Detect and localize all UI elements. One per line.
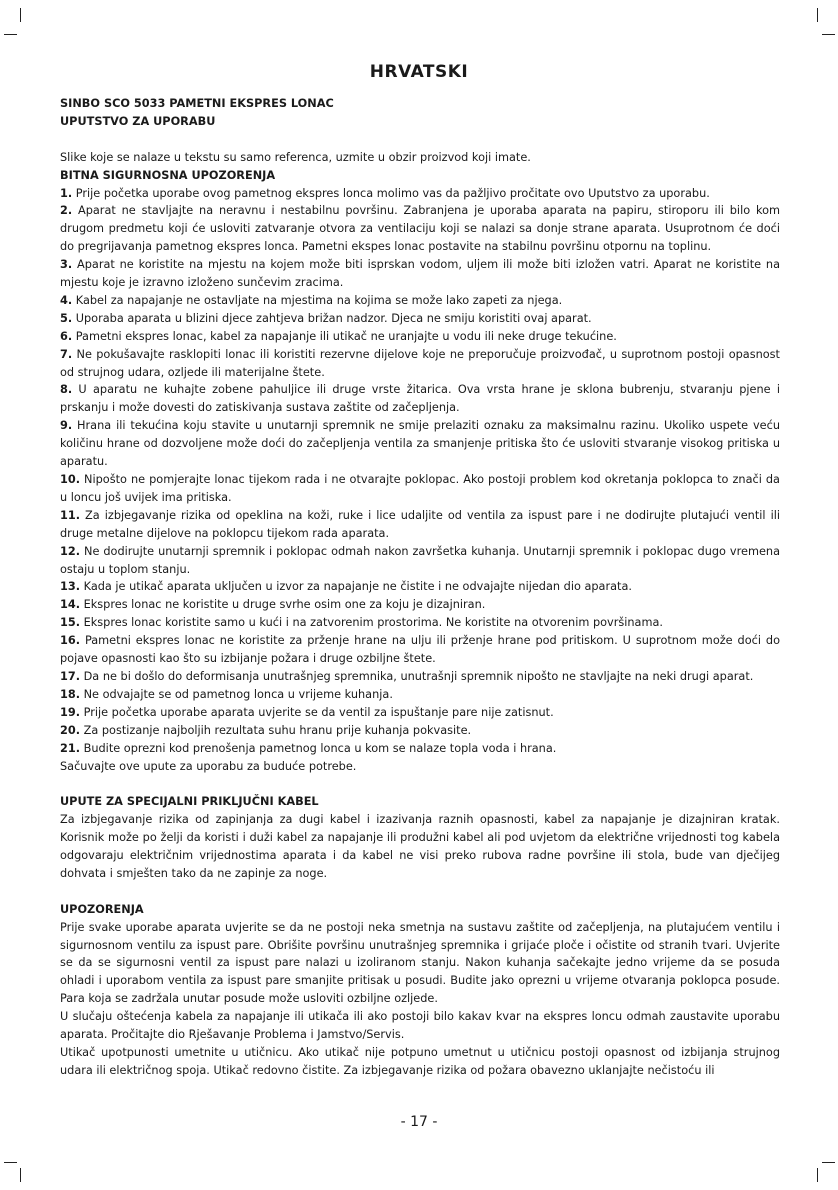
safety-item-text: Kada je utikač aparata uključen u izvor za napajanje ne čistite i ne odvajajte nijedan dio aparata. [80, 580, 632, 594]
safety-item-text: Hrana ili tekućina koju stavite u unutarnji spremnik ne smije prelaziti oznaku za maksimalnu razinu. Ukoliko uspete veću količinu hrane od dozvoljene može doći do začepljenja ventila za smanjenje pritiska što će usloviti stvaranje visokog pritiska u aparatu. [60, 419, 780, 469]
spacer [60, 775, 780, 793]
safety-item-number: 6. [60, 329, 73, 343]
safety-item [60, 614, 780, 632]
safety-item-text: Ekspres lonac ne koristite u druge svrhe osim one za koju je dizajniran. [80, 598, 486, 612]
safety-item [60, 328, 780, 346]
safety-item-text: Budite oprezni kod prenošenja pametnog lonca u kom se nalaze topla voda i hrana. [80, 741, 557, 755]
safety-item [60, 256, 780, 292]
safety-item-text: Ne dodirujte unutarnji spremnik i poklopac odmah nakon završetka kuhanja. Unutarnji spremnik i poklopac dugo vremena ostaju u toplom stanju. [60, 544, 780, 576]
safety-item-text: Ne odvajajte se od pametnog lonca u vrijeme kuhanja. [80, 687, 393, 701]
safety-item [60, 578, 780, 596]
safety-list [60, 185, 780, 758]
safety-heading: BITNA SIGURNOSNA UPOZORENJA [60, 168, 276, 182]
crop-mark [817, 8, 818, 22]
safety-item [60, 740, 780, 758]
crop-mark [20, 8, 21, 22]
page-number: - 17 - [400, 1114, 438, 1130]
manual-heading: UPUTSTVO ZA UPORABU [60, 114, 216, 128]
safety-item [60, 471, 780, 507]
safety-item [60, 346, 780, 382]
safety-item [60, 310, 780, 328]
safety-item-number: 21. [60, 741, 81, 755]
safety-item-number: 18. [60, 687, 81, 701]
safety-item-text: U aparatu ne kuhajte zobene pahuljice ili druge vrste žitarica. Ova vrsta hrane je sklona bubrenju, stvaranju pjene i prskanju i može dovesti do zatiskivanja sustava zaštite od začepljenja. [60, 383, 780, 415]
safety-item [60, 632, 780, 668]
safety-item-text: Nipošto ne pomjerajte lonac tijekom rada i ne otvarajte poklopac. Ako postoji problem kod okretanja poklopca to znači da u loncu još uvijek ima pritiska. [60, 473, 780, 504]
safety-item-number: 12. [60, 544, 81, 558]
spacer [60, 131, 780, 149]
warnings-paragraph: Utikač upotpunosti umetnite u utičnicu. Ako utikač nije potpuno umetnut u utičnicu postoji opasnost od izbijanja strujnog udara ili električnog spoja. Utikač redovno čistite. Za izbjegavanje rizika od požara obavezno uklanjajte nečistoću ili [60, 1045, 780, 1077]
crop-mark [20, 1168, 21, 1182]
safety-item-number: 16. [60, 634, 81, 648]
safety-item-number: 20. [60, 723, 81, 737]
crop-mark [817, 1168, 818, 1182]
warnings-paragraph: Prije svake uporabe aparata uvjerite se da ne postoji neka smetnja na sustavu zaštite od začepljenja, na plutajućem ventilu i sigurnosnom ventilu za ispust pare. Obrišite površinu unutrašnjeg spremnika i grijaće ploče i očistite od stranih tvari. Uvjerite se da se sigurnosni ventil za ispust pare nalazi u izoliranom stanju. Nakon kuhanja sačekajte jedno vrijeme da se posuda ohladi i uporabom ventila za ispust pare smanjite pritisak u posudi. Budite jako oprezni u vrijeme otvaranja poklopca posude. Para koja se zadržala unutar posude može usloviti ozbiljne ozljede. [60, 920, 780, 1006]
safety-item-text: Uporaba aparata u blizini djece zahtjeva brižan nadzor. Djeca ne smiju koristiti ovaj aparat. [72, 311, 592, 325]
crop-mark [822, 1162, 835, 1163]
safety-item [60, 381, 780, 417]
safety-item [60, 417, 780, 471]
document-body [60, 95, 780, 1080]
safety-item [60, 185, 780, 203]
safety-item-number: 7. [60, 347, 73, 361]
safety-item-text: Prije početka uporabe ovog pametnog ekspres lonca molimo vas da pažljivo pročitate ovo Uputstvo za uporabu. [72, 186, 710, 200]
safety-item-text: Prije početka uporabe aparata uvjerite se da ventil za ispuštanje pare nije zatisnut. [80, 705, 554, 719]
safety-item-number: 11. [60, 508, 81, 522]
safety-item-number: 2. [60, 204, 73, 218]
safety-item-text: Da ne bi došlo do deformisanja unutrašnjeg spremnika, unutrašnji spremnik nipošto ne stavljajte na neki drugi aparat. [80, 669, 754, 683]
safety-item [60, 722, 780, 740]
warnings-paragraph: U slučaju oštećenja kabela za napajanje ili utikača ili ako postoji bilo kakav kvar na ekspres loncu odmah zaustavite uporabu aparata. Pročitajte dio Rješavanje Problema i Jamstvo/Servis. [60, 1010, 780, 1042]
safety-item-number: 17. [60, 669, 81, 683]
safety-item-number: 19. [60, 705, 81, 719]
safety-item [60, 668, 780, 686]
safety-item-text: Za postizanje najboljih rezultata suhu hranu prije kuhanja pokvasite. [80, 723, 472, 737]
safety-item [60, 543, 780, 579]
safety-item-number: 4. [60, 293, 73, 307]
safety-item-text: Pametni ekspres lonac ne koristite za prženje hrane na ulju ili prženje hrane pod pritiskom. U suprotnom može doći do pojave opasnosti kao što su izbijanje požara i druge ozbiljne štete. [60, 634, 780, 666]
safety-item [60, 202, 780, 256]
crop-mark [4, 1162, 17, 1163]
safety-item [60, 507, 780, 543]
crop-mark [4, 34, 17, 35]
crop-mark [822, 34, 835, 35]
safety-item-number: 1. [60, 186, 73, 200]
safety-item [60, 686, 780, 704]
safety-item-text: Aparat ne koristite na mjestu na kojem može biti isprskan vodom, uljem ili može biti izložen vatri. Aparat ne koristite na mjestu koje je izravno izloženo sunčevim zracima. [60, 258, 780, 290]
intro-text: Slike koje se nalaze u tekstu su samo referenca, uzmite u obzir proizvod koji imate. [60, 150, 531, 164]
safety-item-text: Pametni ekspres lonac, kabel za napajanje ili utikač ne uranjajte u vodu ili neke druge tekućine. [72, 329, 617, 343]
warnings-heading: UPOZORENJA [60, 902, 144, 916]
safety-item [60, 596, 780, 614]
save-note: Sačuvajte ove upute za uporabu za buduće potrebe. [60, 759, 357, 773]
safety-item-text: Ekspres lonac koristite samo u kući i na zatvorenim prostorima. Ne koristite na otvorenim površinama. [80, 616, 663, 630]
safety-item-text: Za izbjegavanje rizika od opeklina na koži, ruke i lice udaljite od ventila za ispust pare i ne dodirujte plutajući ventil ili druge metalne dijelove na poklopcu tijekom rada aparata. [60, 508, 780, 540]
safety-item-text: Kabel za napajanje ne ostavljate na mjestima na kojima se može lako zapeti za njega. [72, 293, 563, 307]
cable-heading: UPUTE ZA SPECIJALNI PRIKLJUČNI KABEL [60, 795, 319, 809]
safety-item [60, 704, 780, 722]
page-title: HRVATSKI [369, 62, 469, 82]
product-heading: SINBO SCO 5033 PAMETNI EKSPRES LONAC [60, 97, 334, 110]
safety-item-number: 5. [60, 311, 73, 325]
cable-text: Za izbjegavanje rizika od zapinjanja za dugi kabel i izazivanja raznih opasnosti, kabel za napajanje je dizajniran kratak. Korisnik može po želji da koristi i duži kabel za napajanje ili produžni kabel ali pod uvjetom da električne vrijednosti tog kabela odgovaraju električnim vrijednostima aparata i da kabel ne visi preko rubova radne površine ili stola, bude van dječijeg dohvata i smješten tako da ne zapinje za noge. [60, 813, 780, 880]
safety-item-number: 3. [60, 258, 73, 272]
safety-item-number: 15. [60, 616, 81, 630]
spacer [60, 883, 780, 901]
safety-item-number: 13. [60, 580, 81, 594]
safety-item [60, 292, 780, 310]
safety-item-number: 9. [60, 419, 73, 433]
safety-item-number: 14. [60, 598, 81, 612]
safety-item-text: Ne pokušavajte rasklopiti lonac ili koristiti rezervne dijelove koje ne preporučuje proizvođač, u suprotnom postoji opasnost od strujnog udara, ozljede ili materijalne štete. [60, 347, 780, 379]
safety-item-text: Aparat ne stavljajte na neravnu i nestabilnu površinu. Zabranjena je uporaba aparata na papiru, stiroporu ili bilo kom drugom predmetu koji će usloviti zatvaranje otvora za ventilaciju koji se nalazi sa donje strane aparata. Usuprotnom će doći do pregrijavanja pametnog ekspres lonca. Pametni ekspes lonac postavite na stabilnu površinu otpornu na toplinu. [60, 204, 780, 254]
safety-item-number: 10. [60, 473, 81, 487]
safety-item-number: 8. [60, 383, 73, 397]
